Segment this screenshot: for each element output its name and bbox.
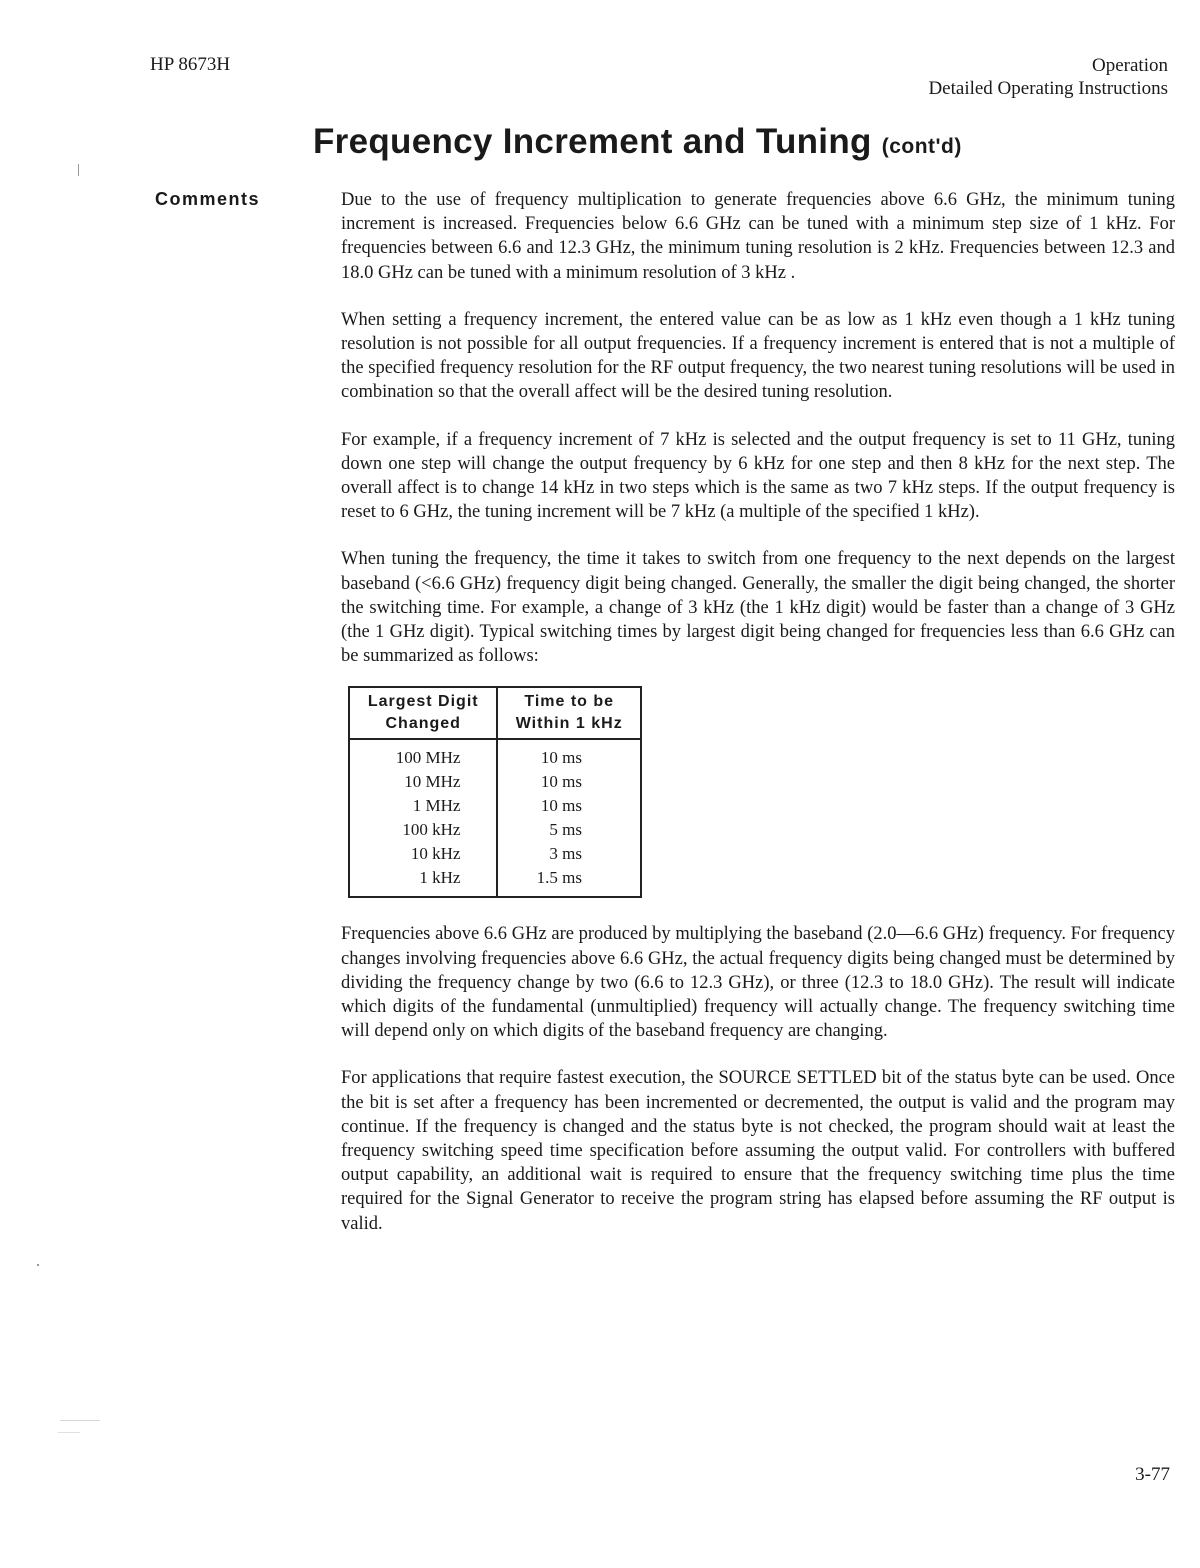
switching-time-table xyxy=(348,686,642,898)
paragraph-6: For applications that require fastest execution, the SOURCE SETTLED bit of the status byte can be used. Once the bit is set after a frequency has been incremented or decremented, the output is valid and the program may continue. If the frequency is changed and the status byte is not checked, the program should wait at least the frequency switching speed time specification before assuming the output valid. For controllers with buffered output capability, an additional wait is required to ensure that the frequency switching time plus the time required for the Signal Generator to receive the program string has elapsed before assuming the RF output is valid. xyxy=(341,1068,1175,1234)
table-cell-digit: 10 MHz xyxy=(349,770,497,794)
paragraph-4: When tuning the frequency, the time it takes to switch from one frequency to the next depends on the largest baseband (<6.6 GHz) frequency digit being changed. Generally, the smaller the digit being changed, the shorter the switching time. For example, a change of 3 kHz (the 1 kHz digit) would be faster than a change of 3 GHz (the 1 GHz digit). Typical switching times by largest digit being changed for frequencies less than 6.6 GHz can be summarized as follows: xyxy=(341,549,1175,667)
table-cell-time: 10 ms xyxy=(540,748,582,768)
table-header-row xyxy=(349,687,641,739)
comments-body xyxy=(341,188,1175,1259)
scan-speck xyxy=(37,1264,39,1266)
paragraph-2: When setting a frequency increment, the entered value can be as low as 1 kHz even though a 1 kHz tuning resolution is not possible for all output frequencies. If a frequency increment is entered that is not a multiple of the specified frequency resolution for the RF output frequency, the two nearest tuning resolutions will be used in combination so that the overall affect will be the desired tuning resolution. xyxy=(341,309,1175,403)
scan-speck xyxy=(78,164,79,176)
table-cell-digit: 10 kHz xyxy=(349,842,497,866)
paragraph-1: Due to the use of frequency multiplication to generate frequencies above 6.6 GHz, the minimum tuning increment is increased. Frequencies below 6.6 GHz can be tuned with a minimum step size of 1 kHz. For frequencies between 6.6 and 12.3 GHz, the minimum tuning resolution is 2 kHz. Frequencies between 12.3 and 18.0 GHz can be tuned with a minimum resolution of 3 kHz . xyxy=(341,190,1175,283)
table-row xyxy=(349,770,641,794)
table-cell-time: 10 ms xyxy=(540,772,582,792)
table-cell-time: 1.5 ms xyxy=(536,868,582,888)
comments-label: Comments xyxy=(155,189,261,209)
table-row xyxy=(349,794,641,818)
scan-speck xyxy=(58,1432,80,1433)
table-cell-time: 10 ms xyxy=(540,796,582,816)
table-row xyxy=(349,739,641,770)
header-largest-digit: Largest Digit Changed xyxy=(349,687,497,739)
page-title-suffix: (cont'd) xyxy=(881,135,962,158)
table-row xyxy=(349,866,641,897)
header-section-block xyxy=(928,54,1168,100)
page-title xyxy=(313,122,962,162)
table-row xyxy=(349,842,641,866)
header-time-within: Time to be Within 1 kHz xyxy=(497,687,641,739)
scan-speck xyxy=(60,1420,100,1421)
page-number: 3-77 xyxy=(1135,1464,1170,1485)
table-cell-time: 3 ms xyxy=(549,844,582,864)
header-section: Operation xyxy=(1092,55,1168,76)
header-model: HP 8673H xyxy=(150,54,231,75)
table-cell-digit: 1 kHz xyxy=(349,866,497,897)
table-cell-digit: 100 kHz xyxy=(349,818,497,842)
paragraph-5: Frequencies above 6.6 GHz are produced by multiplying the baseband (2.0—6.6 GHz) frequency. For frequency changes involving frequencies above 6.6 GHz, the actual frequency digits being changed must be determined by dividing the frequency change by two (6.6 to 12.3 GHz), or three (12.3 to 18.0 GHz). The result will indicate which digits of the fundamental (unmultiplied) frequency will actually change. The frequency switching time will depend only on which digits of the baseband frequency are changing. xyxy=(341,924,1175,1042)
table-cell-digit: 1 MHz xyxy=(349,794,497,818)
table-row xyxy=(349,818,641,842)
page-title-main: Frequency Increment and Tuning xyxy=(313,122,872,161)
paragraph-3: For example, if a frequency increment of 7 kHz is selected and the output frequency is set to 11 GHz, tuning down one step will change the output frequency by 6 kHz for one step and then 8 kHz for the next step. The overall affect is to change 14 kHz in two steps which is the same as two 7 kHz steps. If the output frequency is reset to 6 GHz, the tuning increment will be 7 kHz (a multiple of the specified 1 kHz). xyxy=(341,429,1175,523)
header-subsection: Detailed Operating Instructions xyxy=(928,78,1168,99)
table-cell-digit: 100 MHz xyxy=(349,739,497,770)
table-cell-time: 5 ms xyxy=(549,820,582,840)
